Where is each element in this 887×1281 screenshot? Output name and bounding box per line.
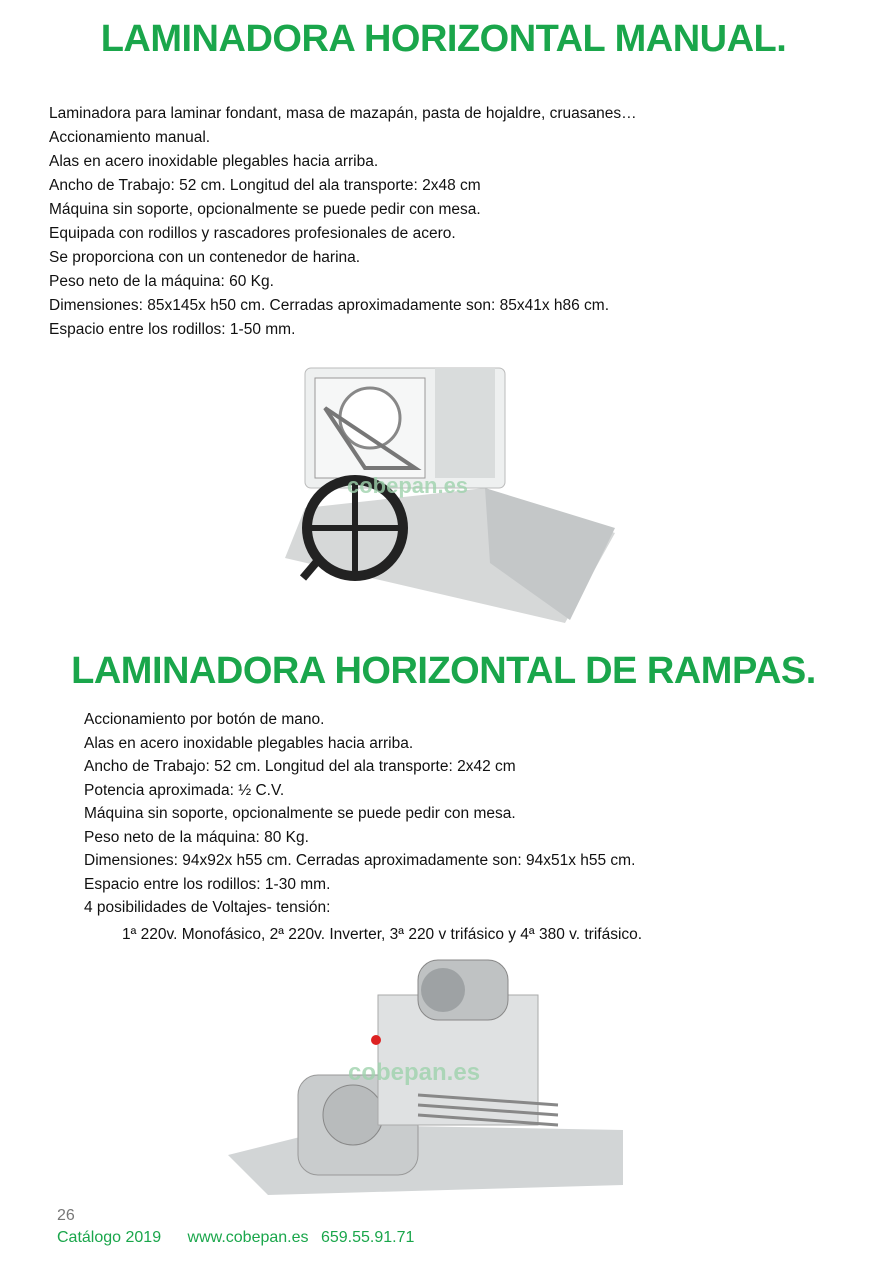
- spec-line: Dimensiones: 94x92x h55 cm. Cerradas aproximadamente son: 94x51x h55 cm.: [84, 852, 636, 869]
- section2-specs: [84, 708, 635, 920]
- watermark: cobepan.es: [347, 473, 469, 498]
- spec-line: Accionamiento por botón de mano.: [84, 711, 325, 728]
- page-number: 26: [57, 1207, 75, 1224]
- footer-info: [57, 1229, 414, 1247]
- footer-phone: 659.55.91.71: [320, 1229, 415, 1246]
- spec-line: Equipada con rodillos y rascadores profesionales de acero.: [49, 225, 456, 242]
- footer-website[interactable]: www.cobepan.es: [187, 1229, 309, 1246]
- spec-line: Dimensiones: 85x145x h50 cm. Cerradas aproximadamente son: 85x41x h86 cm.: [49, 297, 610, 314]
- spec-line: Ancho de Trabajo: 52 cm. Longitud del ala transporte: 2x42 cm: [84, 758, 516, 775]
- spec-line: Máquina sin soporte, opcionalmente se puede pedir con mesa.: [84, 805, 516, 822]
- section1-title: LAMINADORA HORIZONTAL MANUAL.: [100, 18, 787, 60]
- section1-specs: [49, 102, 637, 342]
- spec-line: Se proporciona con un contenedor de harina.: [49, 249, 361, 266]
- spec-line: Alas en acero inoxidable plegables hacia arriba.: [84, 734, 414, 752]
- manual-laminator-photo: [235, 358, 620, 628]
- spec-line: Peso neto de la máquina: 80 Kg.: [84, 828, 309, 846]
- spec-line: Peso neto de la máquina: 60 Kg.: [49, 273, 274, 290]
- section2-voltage-line: 1ª 220v. Monofásico, 2ª 220v. Inverter, 3ª 220 v trifásico y 4ª 380 v. trifásico.: [122, 926, 643, 943]
- spec-line: Laminadora para laminar fondant, masa de mazapán, pasta de hojaldre, cruasanes…: [49, 105, 637, 122]
- spec-line: Accionamiento manual.: [49, 129, 211, 146]
- footer-catalog: Catálogo 2019: [57, 1229, 162, 1246]
- spec-line: Máquina sin soporte, opcionalmente se puede pedir con mesa.: [49, 201, 481, 218]
- spec-line: 4 posibilidades de Voltajes- tensión:: [84, 899, 331, 916]
- spec-line: Espacio entre los rodillos: 1-50 mm.: [49, 321, 296, 338]
- spec-line: Espacio entre los rodillos: 1-30 mm.: [84, 875, 331, 893]
- spec-line: Ancho de Trabajo: 52 cm. Longitud del ala transporte: 2x48 cm: [49, 177, 481, 194]
- spec-line: Alas en acero inoxidable plegables hacia arriba.: [49, 153, 379, 170]
- ramp-laminator-photo: [228, 955, 623, 1205]
- section2-title: LAMINADORA HORIZONTAL DE RAMPAS.: [71, 650, 816, 692]
- spec-line: Potencia aproximada: ½ C.V.: [84, 781, 285, 799]
- watermark: cobepan.es: [348, 1059, 481, 1086]
